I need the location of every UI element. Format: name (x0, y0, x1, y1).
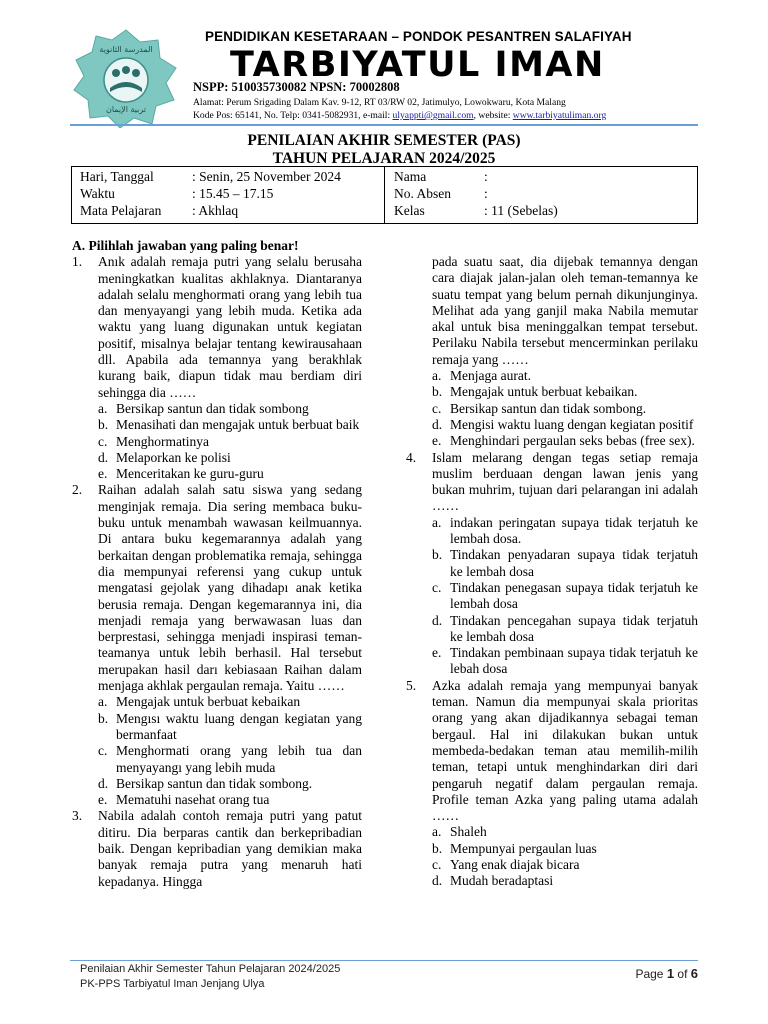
question-text: Nabila adalah contoh remaja putri yang patut ditiru. Dia berparas cantik dan berkepribadian baik. Dengan kepribadian yang demikian maka banyak remaja putra yang menaruh hati kepadanya. Hingga (98, 808, 362, 889)
option-letter: b. (432, 840, 443, 856)
option-text: Mengajak untuk berbuat kebaikan (116, 694, 301, 710)
option-letter: b. (432, 547, 443, 563)
option-letter: d. (432, 873, 443, 889)
option[interactable] (406, 580, 698, 613)
question-number: 3. (72, 808, 83, 824)
option[interactable] (406, 433, 698, 449)
email-link[interactable]: ulyappti@gmail.com (392, 110, 474, 121)
info-value: : (484, 186, 488, 201)
option-letter: c. (98, 433, 108, 449)
website-link[interactable]: www.tarbiyatuliman.org (512, 110, 607, 121)
address-block (193, 96, 606, 122)
info-value: : (484, 169, 488, 184)
nspp-npsn: NSPP: 510035730082 NPSN: 70002808 (193, 80, 400, 94)
left-column (72, 238, 362, 890)
footer-line-1: Penilaian Akhir Semester Tahun Pelajaran 2024/2025 (80, 963, 341, 975)
question-1 (72, 254, 362, 401)
option-text: Tindakan pencegahan supaya tidak terjatuh ke lembah dosa (450, 612, 698, 644)
info-row-name (394, 168, 694, 185)
info-value: : Akhlaq (192, 203, 239, 218)
option[interactable] (72, 711, 362, 744)
info-box-divider (384, 167, 385, 223)
option-text: Mengajak untuk berbuat kebaikan. (450, 384, 638, 400)
option-text: Menghindari pergaulan seks bebas (free sex). (450, 433, 695, 449)
institution-name: PENDIDIKAN KESETARAAN – PONDOK PESANTREN SALAFIYAH (205, 29, 632, 44)
option-letter: e. (98, 792, 108, 808)
right-column (406, 254, 698, 890)
info-row-absen (394, 185, 694, 202)
option[interactable] (406, 401, 698, 417)
info-row-time (80, 185, 380, 202)
option-letter: c. (432, 579, 442, 595)
option-text: Tindakan penegasan supaya tidak terjatuh ke lembah dosa (450, 579, 698, 612)
info-key: Kelas (394, 203, 425, 218)
option[interactable] (406, 613, 698, 646)
option-letter: a. (432, 368, 442, 384)
option-text: Menghormati orang yang lebih tua dan menyayangı yang lebih muda (116, 743, 362, 775)
question-3 (72, 808, 362, 889)
option[interactable] (406, 824, 698, 840)
info-row-date (80, 168, 380, 185)
option-text: Tindakan penyadaran supaya tidak terjatuh ke lembah dosa (450, 547, 698, 579)
option-letter: c. (432, 856, 442, 872)
option[interactable] (406, 857, 698, 873)
option-text: Menjaga aurat. (450, 368, 531, 384)
option-letter: d. (432, 612, 443, 628)
page-word: Page (635, 967, 664, 981)
option-text: Bersikap santun dan tidak sombong (116, 400, 309, 416)
option[interactable] (406, 384, 698, 400)
option-text: Mematuhi nasehat orang tua (116, 792, 270, 808)
section-heading: A. Pilihlah jawaban yang paling benar! (72, 238, 299, 253)
info-key: No. Absen (394, 186, 451, 201)
address-line: Alamat: Perum Srigading Dalam Kav. 9-12, RT 03/RW 02, Jatimulyo, Lowokwaru, Kota Malang (193, 97, 566, 108)
option-text: Menceritakan ke guru-guru (116, 466, 264, 482)
option[interactable] (406, 645, 698, 678)
option[interactable] (406, 841, 698, 857)
school-logo (70, 28, 182, 128)
header-divider (70, 124, 698, 126)
option-letter: e. (432, 433, 442, 449)
info-key: Waktu (80, 186, 115, 201)
option-text: Melaporkan ke polisi (116, 449, 231, 465)
option[interactable] (406, 547, 698, 580)
question-3-continued: pada suatu saat, dia dijebak temannya dengan cara diajak jalan-jalan oleh teman-temannya ke suatu tempat yang belum pernah dikunjunginya. Melihat ada yang ganjil maka Nabila memutar akal untuk bisa meninggalkan tempat tersebut. Perilaku Nabila tersebut mencerminkan perilaku remaja yang …… (432, 254, 698, 367)
exam-title: PENILAIAN AKHIR SEMESTER (PAS) (247, 132, 521, 149)
option[interactable] (72, 434, 362, 450)
question-number: 1. (72, 254, 83, 270)
option-text: Bersikap santun dan tidak sombong. (450, 400, 647, 416)
option-letter: b. (98, 417, 109, 433)
option-text: Mengısı waktu luang dengan kegiatan yang bermanfaat (116, 710, 362, 742)
question-number: 2. (72, 482, 83, 498)
school-name: TARBIYATUL IMAN (230, 45, 605, 85)
contact-prefix: Kode Pos: 65141, No. Telp: 0341-5082931, e-mail: (193, 110, 393, 121)
logo-inner-circle (104, 58, 148, 102)
option-text: Menghormatinya (116, 433, 209, 449)
option-text: Mudah beradaptasi (450, 873, 554, 889)
option[interactable] (72, 401, 362, 417)
exam-info-box (71, 166, 698, 224)
question-4 (406, 450, 698, 515)
info-key: Hari, Tanggal (80, 169, 154, 184)
question-text: Raihan adalah salah satu siswa yang sedang menginjak remaja. Dia sering membaca buku-buku untuk menambah wawasan keilmuannya. Di antara buku kegemarannya adalah yang berkaitan dengan problematika remaja, sehingga dia mempunyai referensi yang cukup untuk mengatasi gejolak yang dihadapı anak ketika berusia remaja. Dengan kegemarannya ini, dia menjadi remaja yang berwawasan luas dan berprestasi, sehingga menjadi inspirasi teman-teamanya untuk lebih berhasil. Hal tersebut merupakan hasil darı kebiasaan Raihan dalam menjaga akhlak pergaulan remaja. Yaitu …… (98, 482, 362, 694)
contact-line (193, 109, 606, 122)
question-5 (406, 678, 698, 825)
option-text: Menasihati dan mengajak untuk berbuat baik (116, 417, 360, 433)
question-text: Anık adalah remaja putri yang selalu berusaha meningkatkan kualitas akhlaknya. Diantaranya adalah selalu menghormati orang yang lebih tua dan menyayangi yang lebih muda. Ketika ada waktu yang luang digunakan untuk kegiatan positif, misalnya belajar tentang kewirausahaan dll. Apabila ada temannya yang berakhlak kurang baik, diapun tidak mau berdiam diri sehingga dia …… (98, 254, 362, 400)
logo-top-text: المدرسة الثانوية (99, 45, 153, 54)
info-value: : 11 (Sebelas) (484, 203, 558, 218)
website-prefix: , website: (473, 110, 513, 121)
option-letter: b. (98, 710, 109, 726)
option-text: Mengisi waktu luang dengan kegiatan positif (450, 416, 694, 432)
option-text: Shaleh (450, 824, 487, 840)
question-number: 4. (406, 449, 417, 465)
option-letter: e. (432, 645, 442, 661)
option-text: Tindakan pembinaan supaya tidak terjatuh ke lebah dosa (450, 645, 698, 677)
option-letter: c. (432, 400, 442, 416)
footer-line-2: PK-PPS Tarbiyatul Iman Jenjang Ulya (80, 978, 265, 990)
question-number: 5. (406, 677, 417, 693)
option-letter: d. (432, 416, 443, 432)
footer-left (80, 962, 340, 992)
option[interactable] (72, 466, 362, 482)
info-key: Mata Pelajaran (80, 203, 162, 218)
option[interactable] (72, 792, 362, 808)
page-number: 1 (666, 966, 675, 981)
option[interactable] (406, 873, 698, 889)
info-row-class (394, 202, 694, 219)
option-text: Yang enak diajak bicara (450, 856, 580, 872)
question-2 (72, 482, 362, 694)
option-letter: a. (432, 514, 442, 530)
option-letter: a. (98, 400, 108, 416)
option[interactable] (72, 776, 362, 792)
option-letter: d. (98, 775, 109, 791)
info-value: : Senin, 25 November 2024 (192, 169, 341, 184)
page-indicator (635, 966, 698, 981)
option-text: Mempunyai pergaulan luas (450, 840, 597, 856)
of-word: of (677, 967, 688, 981)
option-text: indakan peringatan supaya tidak terjatuh ke lembah dosa. (450, 514, 698, 547)
option-letter: a. (432, 824, 442, 840)
page-total: 6 (690, 966, 698, 981)
info-key: Nama (394, 169, 427, 184)
option-letter: e. (98, 466, 108, 482)
option[interactable] (72, 450, 362, 466)
info-row-subject (80, 202, 380, 219)
option-letter: a. (98, 694, 108, 710)
info-value: : 15.45 – 17.15 (192, 186, 274, 201)
option-letter: c. (98, 743, 108, 759)
question-text: Islam melarang dengan tegas setiap remaja muslim berduaan dengan lawan jenis yang bukan muhrim, tujuan dari pelarangan ini adalah …… (432, 449, 698, 514)
footer-divider (70, 960, 698, 961)
option-letter: d. (98, 449, 109, 465)
option[interactable] (406, 515, 698, 548)
question-text: Azka adalah remaja yang mempunyai banyak teman. Namun dia mempunyai skala prioritas orang yang akan dijadikannya sebagai teman bergaul. Hal ini dilakukan bukan untuk membeda-bedakan teman atau memilih-milih teman, tetapi untuk menghindarkan diri dari pengaruh negatif dalam pergaulan remaja. Profile teman Azka yang paling utama adalah …… (432, 677, 698, 824)
option[interactable] (72, 743, 362, 776)
letterhead (0, 0, 768, 130)
option[interactable] (406, 368, 698, 384)
logo-bottom-text: تربية الإيمان (105, 105, 147, 114)
option[interactable] (72, 417, 362, 433)
option-text: Bersikap santun dan tidak sombong. (116, 775, 313, 791)
option[interactable] (72, 694, 362, 710)
academic-year: TAHUN PELAJARAN 2024/2025 (272, 150, 496, 167)
option[interactable] (406, 417, 698, 433)
option-letter: b. (432, 384, 443, 400)
